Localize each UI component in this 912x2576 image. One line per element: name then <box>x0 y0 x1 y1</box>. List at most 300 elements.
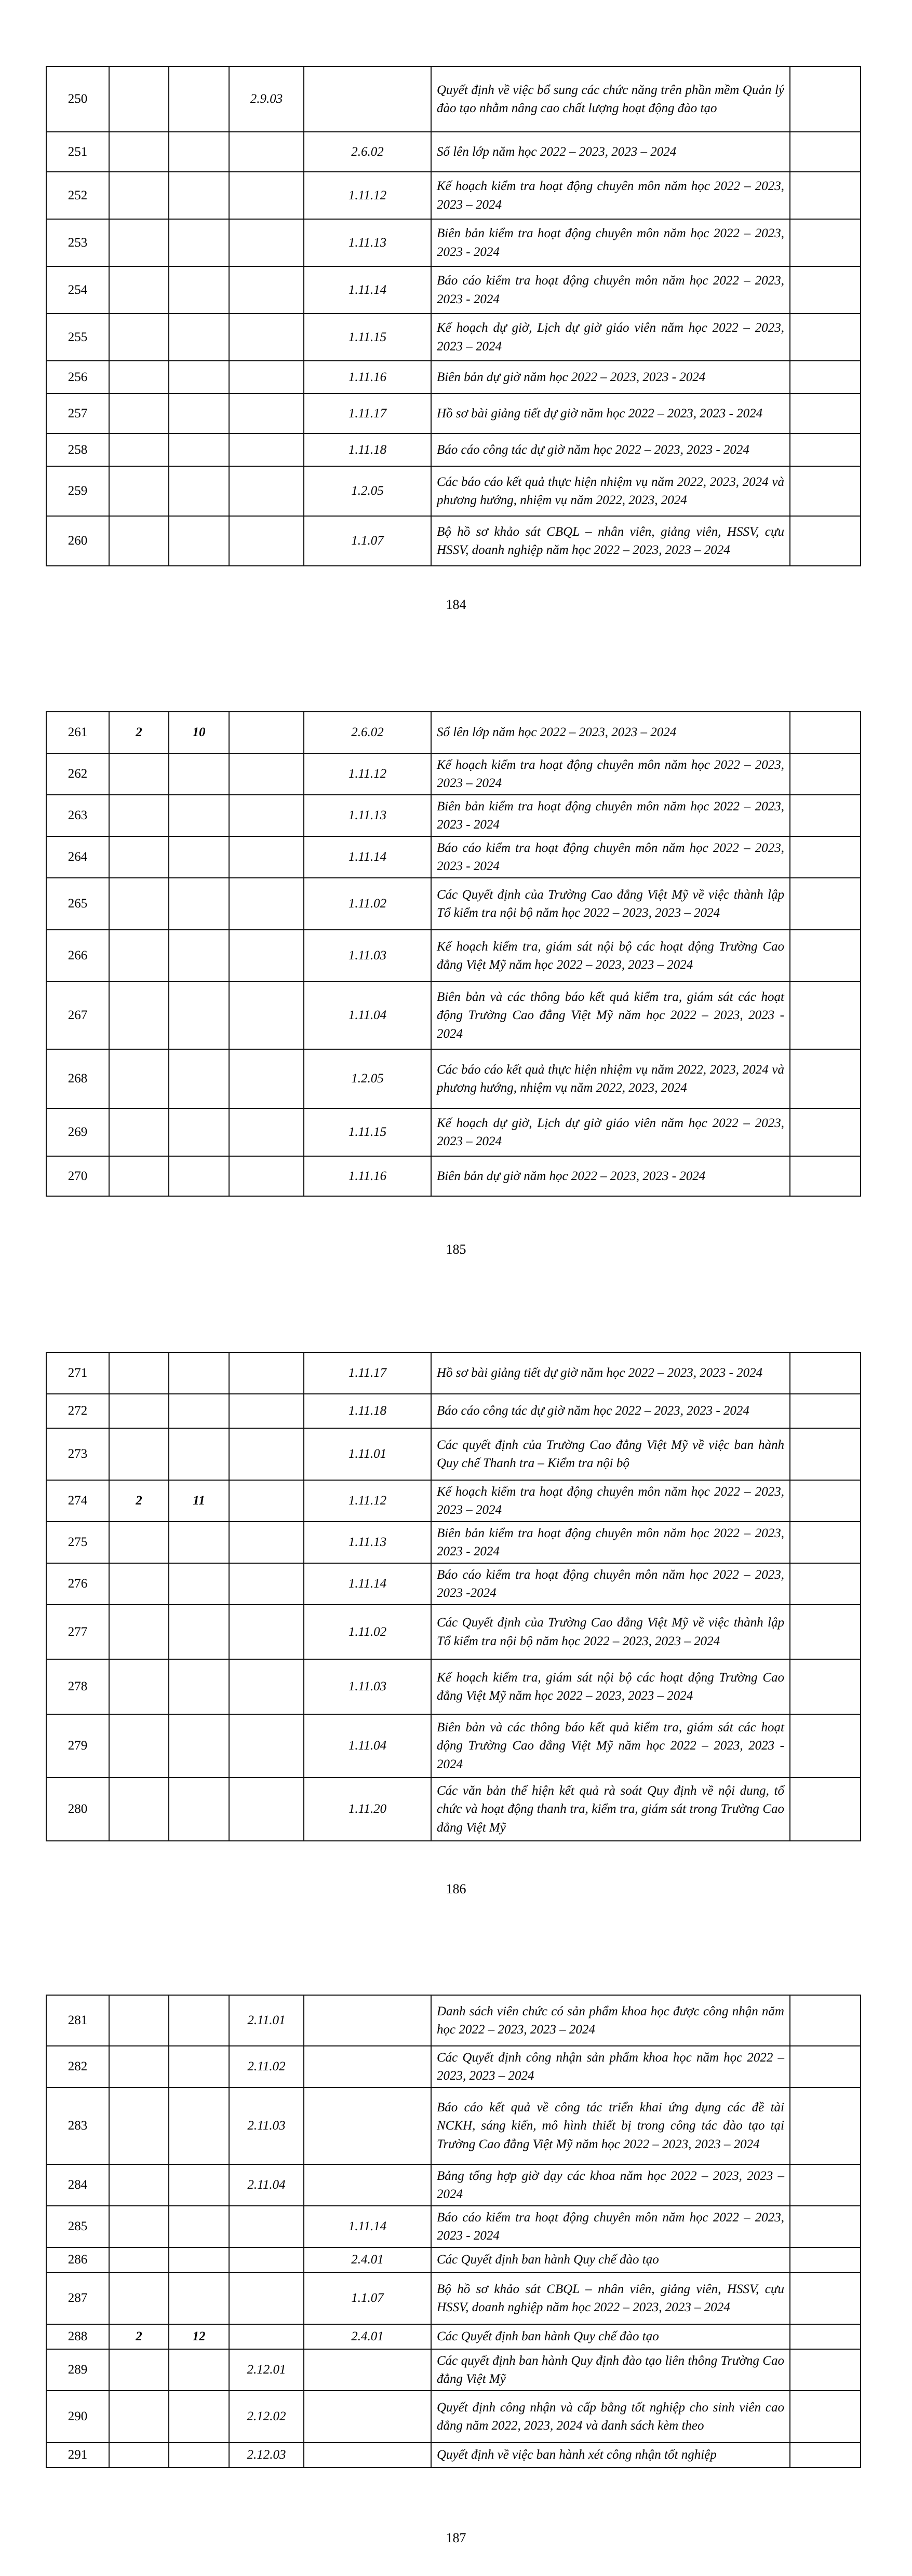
cell-note <box>790 466 861 516</box>
cell-evidence-code <box>229 1563 304 1605</box>
cell-standard: 2 <box>109 712 169 753</box>
cell-stt: 287 <box>46 2272 109 2324</box>
cell-criterion <box>169 982 229 1049</box>
cell-note <box>790 361 861 394</box>
cell-note <box>790 2247 861 2272</box>
cell-stt: 259 <box>46 466 109 516</box>
table-row <box>46 795 861 836</box>
cell-evidence-description: Hồ sơ bài giảng tiết dự giờ năm học 2022 – 2023, 2023 - 2024 <box>431 394 790 433</box>
cell-evidence-description: Bộ hồ sơ khảo sát CBQL – nhân viên, giảng viên, HSSV, cựu HSSV, doanh nghiệp năm học 2022 – 2023, 2023 – 2024 <box>431 516 790 566</box>
cell-standard: 2 <box>109 2324 169 2349</box>
cell-stt: 261 <box>46 712 109 753</box>
cell-reused-evidence-code: 1.11.12 <box>304 753 431 795</box>
table-row <box>46 1563 861 1605</box>
cell-note <box>790 433 861 466</box>
cell-note <box>790 219 861 266</box>
cell-note <box>790 878 861 930</box>
table-row <box>46 66 861 132</box>
table-row <box>46 1659 861 1714</box>
cell-evidence-code: 2.11.02 <box>229 2046 304 2087</box>
cell-evidence-description: Kế hoạch kiểm tra, giám sát nội bộ các hoạt động Trường Cao đẳng Việt Mỹ năm học 2022 – 2023, 2023 – 2024 <box>431 1659 790 1714</box>
cell-evidence-code <box>229 394 304 433</box>
table-row <box>46 1605 861 1659</box>
cell-criterion <box>169 2349 229 2391</box>
cell-evidence-code <box>229 132 304 172</box>
cell-note <box>790 1714 861 1778</box>
cell-reused-evidence-code: 1.11.18 <box>304 1394 431 1428</box>
cell-standard <box>109 516 169 566</box>
cell-criterion <box>169 466 229 516</box>
cell-evidence-code: 2.12.03 <box>229 2443 304 2467</box>
cell-note <box>790 2087 861 2164</box>
cell-evidence-description: Các văn bản thể hiện kết quả rà soát Quy định về nội dung, tổ chức và hoạt động thanh tra, kiểm tra, giám sát trong Trường Cao đẳng Việt Mỹ <box>431 1778 790 1841</box>
cell-stt: 274 <box>46 1480 109 1522</box>
cell-reused-evidence-code: 1.11.14 <box>304 836 431 878</box>
cell-evidence-code <box>229 172 304 219</box>
cell-reused-evidence-code <box>304 2164 431 2206</box>
cell-evidence-code <box>229 712 304 753</box>
cell-stt: 279 <box>46 1714 109 1778</box>
cell-standard <box>109 2349 169 2391</box>
cell-standard <box>109 795 169 836</box>
cell-criterion <box>169 2443 229 2467</box>
cell-evidence-code <box>229 266 304 314</box>
table-row <box>46 1480 861 1522</box>
cell-criterion <box>169 2046 229 2087</box>
cell-standard <box>109 1108 169 1156</box>
cell-criterion <box>169 1778 229 1841</box>
cell-standard <box>109 2443 169 2467</box>
cell-evidence-description: Kế hoạch dự giờ, Lịch dự giờ giáo viên năm học 2022 – 2023, 2023 – 2024 <box>431 1108 790 1156</box>
cell-stt: 280 <box>46 1778 109 1841</box>
cell-evidence-code <box>229 1714 304 1778</box>
cell-stt: 268 <box>46 1049 109 1108</box>
cell-evidence-code <box>229 2206 304 2247</box>
cell-reused-evidence-code: 1.11.14 <box>304 1563 431 1605</box>
cell-evidence-description: Các quyết định ban hành Quy định đào tạo liên thông Trường Cao đẳng Việt Mỹ <box>431 2349 790 2391</box>
cell-evidence-description: Biên bản kiểm tra hoạt động chuyên môn năm học 2022 – 2023, 2023 - 2024 <box>431 795 790 836</box>
cell-stt: 270 <box>46 1156 109 1196</box>
cell-standard <box>109 314 169 361</box>
cell-reused-evidence-code: 2.4.01 <box>304 2324 431 2349</box>
table-row <box>46 2046 861 2087</box>
cell-standard <box>109 753 169 795</box>
cell-criterion <box>169 2391 229 2443</box>
cell-evidence-code <box>229 433 304 466</box>
cell-stt: 260 <box>46 516 109 566</box>
page-number: 184 <box>446 597 466 612</box>
cell-reused-evidence-code <box>304 2087 431 2164</box>
cell-standard <box>109 1659 169 1714</box>
cell-note <box>790 1659 861 1714</box>
cell-stt: 278 <box>46 1659 109 1714</box>
cell-stt: 253 <box>46 219 109 266</box>
cell-note <box>790 2443 861 2467</box>
cell-stt: 266 <box>46 930 109 982</box>
cell-criterion <box>169 394 229 433</box>
cell-evidence-code: 2.11.03 <box>229 2087 304 2164</box>
table-row <box>46 2206 861 2247</box>
cell-evidence-code <box>229 1156 304 1196</box>
cell-standard <box>109 878 169 930</box>
cell-standard <box>109 1778 169 1841</box>
cell-evidence-description: Quyết định về việc ban hành xét công nhận tốt nghiệp <box>431 2443 790 2467</box>
cell-reused-evidence-code: 1.11.04 <box>304 1714 431 1778</box>
cell-standard <box>109 219 169 266</box>
cell-note <box>790 836 861 878</box>
table-row <box>46 2324 861 2349</box>
cell-evidence-code <box>229 219 304 266</box>
cell-stt: 286 <box>46 2247 109 2272</box>
table-row <box>46 2087 861 2164</box>
cell-stt: 269 <box>46 1108 109 1156</box>
cell-evidence-description: Quyết định công nhận và cấp bằng tốt nghiệp cho sinh viên cao đẳng năm 2022, 2023, 2024 và danh sách kèm theo <box>431 2391 790 2443</box>
cell-criterion <box>169 795 229 836</box>
cell-criterion <box>169 878 229 930</box>
cell-evidence-code: 2.12.02 <box>229 2391 304 2443</box>
cell-criterion: 12 <box>169 2324 229 2349</box>
cell-criterion <box>169 1394 229 1428</box>
cell-evidence-code <box>229 2247 304 2272</box>
cell-criterion <box>169 2164 229 2206</box>
cell-stt: 288 <box>46 2324 109 2349</box>
cell-stt: 258 <box>46 433 109 466</box>
cell-standard <box>109 266 169 314</box>
cell-note <box>790 266 861 314</box>
cell-evidence-description: Các báo cáo kết quả thực hiện nhiệm vụ năm 2022, 2023, 2024 và phương hướng, nhiệm vụ năm 2022, 2023, 2024 <box>431 466 790 516</box>
cell-standard <box>109 361 169 394</box>
cell-standard <box>109 982 169 1049</box>
cell-note <box>790 394 861 433</box>
cell-note <box>790 1156 861 1196</box>
cell-stt: 251 <box>46 132 109 172</box>
cell-criterion <box>169 1563 229 1605</box>
cell-note <box>790 66 861 132</box>
cell-standard <box>109 2046 169 2087</box>
cell-criterion <box>169 2272 229 2324</box>
table-row <box>46 1049 861 1108</box>
cell-evidence-code: 2.9.03 <box>229 66 304 132</box>
cell-evidence-code: 2.11.01 <box>229 1995 304 2046</box>
cell-evidence-code <box>229 930 304 982</box>
cell-criterion <box>169 66 229 132</box>
cell-stt: 265 <box>46 878 109 930</box>
cell-evidence-description: Biên bản kiểm tra hoạt động chuyên môn năm học 2022 – 2023, 2023 - 2024 <box>431 1522 790 1563</box>
cell-stt: 254 <box>46 266 109 314</box>
cell-criterion <box>169 132 229 172</box>
cell-note <box>790 2272 861 2324</box>
cell-evidence-code <box>229 1659 304 1714</box>
cell-reused-evidence-code: 1.11.14 <box>304 266 431 314</box>
cell-reused-evidence-code: 1.11.17 <box>304 1352 431 1394</box>
page-number: 186 <box>446 1881 466 1896</box>
cell-evidence-description: Sổ lên lớp năm học 2022 – 2023, 2023 – 2024 <box>431 132 790 172</box>
cell-note <box>790 314 861 361</box>
cell-evidence-description: Các Quyết định của Trường Cao đẳng Việt Mỹ về việc thành lập Tổ kiểm tra nội bộ năm học 2022 – 2023, 2023 – 2024 <box>431 878 790 930</box>
cell-standard <box>109 2206 169 2247</box>
table-row <box>46 878 861 930</box>
cell-evidence-code: 2.12.01 <box>229 2349 304 2391</box>
cell-stt: 250 <box>46 66 109 132</box>
table-row <box>46 1522 861 1563</box>
cell-standard <box>109 2391 169 2443</box>
table-row <box>46 394 861 433</box>
cell-evidence-description: Các Quyết định ban hành Quy chế đào tạo <box>431 2324 790 2349</box>
cell-evidence-description: Kế hoạch kiểm tra hoạt động chuyên môn năm học 2022 – 2023, 2023 – 2024 <box>431 753 790 795</box>
cell-evidence-description: Báo cáo kiểm tra hoạt động chuyên môn năm học 2022 – 2023, 2023 - 2024 <box>431 836 790 878</box>
cell-reused-evidence-code: 2.6.02 <box>304 132 431 172</box>
cell-criterion <box>169 314 229 361</box>
cell-criterion <box>169 266 229 314</box>
cell-note <box>790 1563 861 1605</box>
table-row <box>46 2391 861 2443</box>
cell-note <box>790 930 861 982</box>
cell-evidence-description: Các Quyết định công nhận sản phẩm khoa học năm học 2022 – 2023, 2023 – 2024 <box>431 2046 790 2087</box>
cell-evidence-description: Báo cáo kiểm tra hoạt động chuyên môn năm học 2022 – 2023, 2023 - 2024 <box>431 2206 790 2247</box>
cell-note <box>790 2164 861 2206</box>
cell-reused-evidence-code: 1.1.07 <box>304 2272 431 2324</box>
cell-note <box>790 2324 861 2349</box>
cell-stt: 275 <box>46 1522 109 1563</box>
cell-criterion <box>169 1108 229 1156</box>
cell-criterion <box>169 836 229 878</box>
cell-stt: 255 <box>46 314 109 361</box>
cell-reused-evidence-code: 2.4.01 <box>304 2247 431 2272</box>
cell-criterion <box>169 1714 229 1778</box>
cell-reused-evidence-code: 1.11.18 <box>304 433 431 466</box>
cell-note <box>790 1394 861 1428</box>
cell-reused-evidence-code <box>304 66 431 132</box>
cell-note <box>790 2391 861 2443</box>
cell-evidence-code <box>229 1428 304 1480</box>
cell-evidence-description: Sổ lên lớp năm học 2022 – 2023, 2023 – 2024 <box>431 712 790 753</box>
cell-evidence-description: Biên bản và các thông báo kết quả kiểm tra, giám sát các hoạt động Trường Cao đẳng Việt Mỹ năm học 2022 – 2023, 2023 - 2024 <box>431 982 790 1049</box>
cell-standard <box>109 1995 169 2046</box>
cell-note <box>790 2349 861 2391</box>
cell-stt: 290 <box>46 2391 109 2443</box>
cell-standard <box>109 466 169 516</box>
cell-reused-evidence-code: 1.11.20 <box>304 1778 431 1841</box>
cell-standard <box>109 2247 169 2272</box>
cell-criterion <box>169 2206 229 2247</box>
cell-reused-evidence-code: 1.11.13 <box>304 219 431 266</box>
cell-reused-evidence-code <box>304 2391 431 2443</box>
cell-stt: 289 <box>46 2349 109 2391</box>
cell-note <box>790 1522 861 1563</box>
cell-reused-evidence-code: 1.11.04 <box>304 982 431 1049</box>
cell-evidence-code <box>229 314 304 361</box>
cell-criterion <box>169 1522 229 1563</box>
cell-criterion <box>169 219 229 266</box>
cell-evidence-description: Kế hoạch kiểm tra, giám sát nội bộ các hoạt động Trường Cao đẳng Việt Mỹ năm học 2022 – 2023, 2023 – 2024 <box>431 930 790 982</box>
cell-evidence-description: Danh sách viên chức có sản phẩm khoa học được công nhận năm học 2022 – 2023, 2023 – 2024 <box>431 1995 790 2046</box>
page-number: 185 <box>446 1242 466 1257</box>
evidence-table <box>46 66 861 566</box>
cell-evidence-description: Báo cáo kiểm tra hoạt động chuyên môn năm học 2022 – 2023, 2023 - 2024 <box>431 266 790 314</box>
table-row <box>46 361 861 394</box>
cell-evidence-description: Biên bản kiểm tra hoạt động chuyên môn năm học 2022 – 2023, 2023 - 2024 <box>431 219 790 266</box>
table-row <box>46 712 861 753</box>
evidence-table <box>46 1352 861 1841</box>
cell-evidence-code <box>229 2272 304 2324</box>
cell-evidence-description: Kế hoạch kiểm tra hoạt động chuyên môn năm học 2022 – 2023, 2023 – 2024 <box>431 1480 790 1522</box>
cell-criterion <box>169 1605 229 1659</box>
cell-standard <box>109 1522 169 1563</box>
cell-evidence-description: Các báo cáo kết quả thực hiện nhiệm vụ năm 2022, 2023, 2024 và phương hướng, nhiệm vụ năm 2022, 2023, 2024 <box>431 1049 790 1108</box>
cell-criterion <box>169 433 229 466</box>
cell-reused-evidence-code: 1.11.02 <box>304 1605 431 1659</box>
table-row <box>46 1995 861 2046</box>
table-row <box>46 930 861 982</box>
cell-evidence-description: Bảng tổng hợp giờ dạy các khoa năm học 2022 – 2023, 2023 – 2024 <box>431 2164 790 2206</box>
cell-standard <box>109 1049 169 1108</box>
cell-evidence-description: Bộ hồ sơ khảo sát CBQL – nhân viên, giảng viên, HSSV, cựu HSSV, doanh nghiệp năm học 2022 – 2023, 2023 – 2024 <box>431 2272 790 2324</box>
cell-standard <box>109 66 169 132</box>
cell-reused-evidence-code: 1.1.07 <box>304 516 431 566</box>
cell-standard <box>109 1394 169 1428</box>
cell-reused-evidence-code: 1.11.12 <box>304 1480 431 1522</box>
cell-evidence-description: Quyết định về việc bổ sung các chức năng trên phần mềm Quản lý đào tạo nhằm nâng cao chất lượng hoạt động đào tạo <box>431 66 790 132</box>
table-row <box>46 1394 861 1428</box>
cell-criterion <box>169 2087 229 2164</box>
cell-standard <box>109 172 169 219</box>
cell-standard <box>109 1605 169 1659</box>
cell-evidence-code <box>229 753 304 795</box>
table-row <box>46 1108 861 1156</box>
cell-stt: 276 <box>46 1563 109 1605</box>
cell-note <box>790 2206 861 2247</box>
cell-standard <box>109 1563 169 1605</box>
cell-criterion: 10 <box>169 712 229 753</box>
table-row <box>46 982 861 1049</box>
cell-evidence-code <box>229 1480 304 1522</box>
cell-note <box>790 516 861 566</box>
cell-note <box>790 1480 861 1522</box>
cell-stt: 257 <box>46 394 109 433</box>
cell-stt: 284 <box>46 2164 109 2206</box>
table-row <box>46 132 861 172</box>
cell-standard <box>109 2164 169 2206</box>
cell-note <box>790 712 861 753</box>
table-row <box>46 466 861 516</box>
cell-evidence-code <box>229 1778 304 1841</box>
cell-evidence-description: Biên bản và các thông báo kết quả kiểm tra, giám sát các hoạt động Trường Cao đẳng Việt Mỹ năm học 2022 – 2023, 2023 - 2024 <box>431 1714 790 1778</box>
cell-evidence-code <box>229 982 304 1049</box>
cell-criterion <box>169 1049 229 1108</box>
cell-criterion <box>169 361 229 394</box>
cell-reused-evidence-code <box>304 2349 431 2391</box>
cell-reused-evidence-code: 1.11.03 <box>304 930 431 982</box>
table-row <box>46 836 861 878</box>
cell-evidence-code <box>229 836 304 878</box>
cell-evidence-description: Báo cáo công tác dự giờ năm học 2022 – 2023, 2023 - 2024 <box>431 433 790 466</box>
cell-reused-evidence-code <box>304 2046 431 2087</box>
cell-note <box>790 1352 861 1394</box>
table-row <box>46 1156 861 1196</box>
cell-evidence-description: Các quyết định của Trường Cao đẳng Việt Mỹ về việc ban hành Quy chế Thanh tra – Kiểm tra nội bộ <box>431 1428 790 1480</box>
cell-evidence-description: Biên bản dự giờ năm học 2022 – 2023, 2023 - 2024 <box>431 361 790 394</box>
table-row <box>46 2164 861 2206</box>
cell-stt: 256 <box>46 361 109 394</box>
table-row <box>46 1428 861 1480</box>
cell-evidence-code <box>229 1352 304 1394</box>
cell-reused-evidence-code: 1.11.01 <box>304 1428 431 1480</box>
table-row <box>46 433 861 466</box>
cell-note <box>790 2046 861 2087</box>
cell-criterion <box>169 2247 229 2272</box>
cell-criterion <box>169 753 229 795</box>
cell-evidence-description: Báo cáo công tác dự giờ năm học 2022 – 2023, 2023 - 2024 <box>431 1394 790 1428</box>
cell-evidence-code <box>229 1605 304 1659</box>
table-row <box>46 2247 861 2272</box>
cell-stt: 282 <box>46 2046 109 2087</box>
cell-standard <box>109 1428 169 1480</box>
cell-evidence-description: Báo cáo kết quả về công tác triển khai ứng dụng các đề tài NCKH, sáng kiến, mô hình thiết bị trong công tác đào tạo tại Trường Cao đẳng Việt Mỹ năm học 2022 – 2023, 2023 – 2024 <box>431 2087 790 2164</box>
cell-reused-evidence-code: 1.11.17 <box>304 394 431 433</box>
cell-evidence-code <box>229 2324 304 2349</box>
cell-evidence-description: Biên bản dự giờ năm học 2022 – 2023, 2023 - 2024 <box>431 1156 790 1196</box>
evidence-table <box>46 1995 861 2468</box>
cell-note <box>790 1995 861 2046</box>
cell-evidence-code <box>229 878 304 930</box>
cell-criterion: 11 <box>169 1480 229 1522</box>
cell-stt: 272 <box>46 1394 109 1428</box>
table-row <box>46 172 861 219</box>
cell-stt: 264 <box>46 836 109 878</box>
cell-evidence-description: Kế hoạch kiểm tra hoạt động chuyên môn năm học 2022 – 2023, 2023 – 2024 <box>431 172 790 219</box>
cell-standard <box>109 1352 169 1394</box>
cell-standard <box>109 836 169 878</box>
cell-evidence-code <box>229 1108 304 1156</box>
cell-standard <box>109 2272 169 2324</box>
cell-reused-evidence-code: 1.11.16 <box>304 361 431 394</box>
cell-note <box>790 753 861 795</box>
cell-note <box>790 1108 861 1156</box>
table-row <box>46 2349 861 2391</box>
table-row <box>46 314 861 361</box>
cell-reused-evidence-code: 1.11.12 <box>304 172 431 219</box>
table-row <box>46 2272 861 2324</box>
cell-note <box>790 1605 861 1659</box>
cell-criterion <box>169 172 229 219</box>
cell-evidence-description: Các Quyết định ban hành Quy chế đào tạo <box>431 2247 790 2272</box>
cell-reused-evidence-code: 2.6.02 <box>304 712 431 753</box>
cell-evidence-description: Hồ sơ bài giảng tiết dự giờ năm học 2022 – 2023, 2023 - 2024 <box>431 1352 790 1394</box>
table-row <box>46 2443 861 2467</box>
cell-stt: 273 <box>46 1428 109 1480</box>
cell-stt: 277 <box>46 1605 109 1659</box>
cell-stt: 263 <box>46 795 109 836</box>
cell-evidence-code <box>229 516 304 566</box>
cell-standard <box>109 433 169 466</box>
table-row <box>46 1778 861 1841</box>
cell-evidence-code <box>229 1049 304 1108</box>
table-row <box>46 516 861 566</box>
cell-note <box>790 795 861 836</box>
cell-reused-evidence-code <box>304 1995 431 2046</box>
cell-evidence-code <box>229 1522 304 1563</box>
cell-standard <box>109 1156 169 1196</box>
cell-stt: 267 <box>46 982 109 1049</box>
cell-criterion <box>169 1659 229 1714</box>
cell-reused-evidence-code: 1.11.14 <box>304 2206 431 2247</box>
cell-criterion <box>169 1156 229 1196</box>
cell-reused-evidence-code <box>304 2443 431 2467</box>
cell-stt: 285 <box>46 2206 109 2247</box>
cell-note <box>790 982 861 1049</box>
cell-criterion <box>169 930 229 982</box>
cell-note <box>790 1778 861 1841</box>
